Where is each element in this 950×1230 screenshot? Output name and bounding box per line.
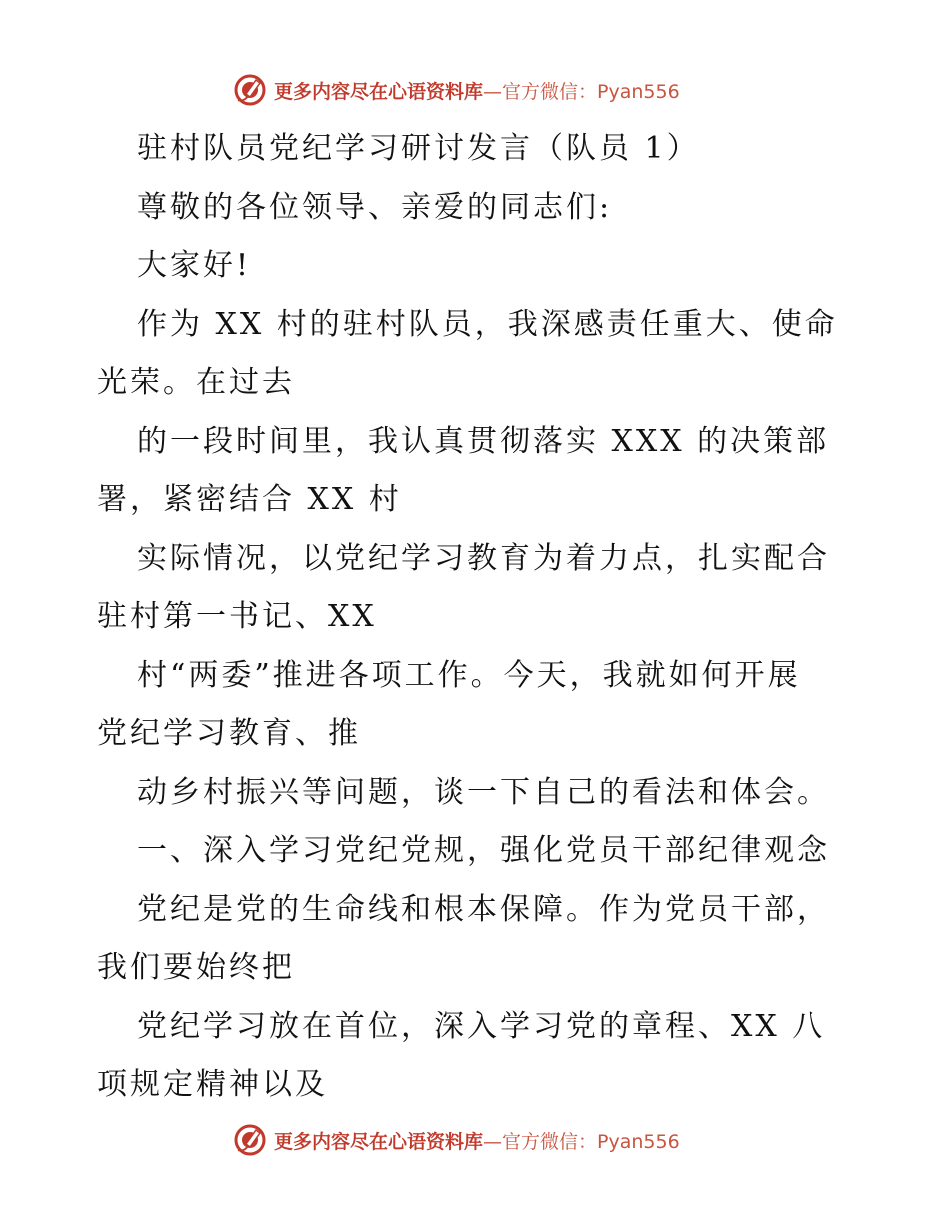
watermark-text xyxy=(274,1127,680,1154)
pen-nib-circle-icon xyxy=(232,72,268,108)
paragraph-line: 光荣。在过去 xyxy=(97,365,295,400)
watermark-contact: 官方微信：Pyan556 xyxy=(502,80,680,103)
pen-nib-circle-icon xyxy=(232,1122,268,1158)
paragraph-line: 驻村第一书记、XX xyxy=(97,599,377,634)
paragraph-line: 党纪学习教育、推 xyxy=(97,716,361,751)
paragraph-line: 作为 XX 村的驻村队员，我深感责任重大、使命 xyxy=(137,306,838,342)
watermark-text xyxy=(274,77,680,104)
footer-watermark xyxy=(232,1120,680,1160)
document-body xyxy=(97,120,857,1115)
header-watermark xyxy=(232,70,680,110)
paragraph-line: 我们要始终把 xyxy=(97,950,295,985)
watermark-separator: — xyxy=(483,80,503,103)
paragraph-line: 的一段时间里，我认真贯彻落实 XXX 的决策部 xyxy=(137,423,830,459)
salutation: 尊敬的各位领导、亲爱的同志们: xyxy=(137,189,613,225)
watermark-brand: 更多内容尽在心语资料库 xyxy=(274,1130,484,1153)
section-heading: 一、深入学习党纪党规，强化党员干部纪律观念 xyxy=(137,833,830,868)
paragraph-line: 动乡村振兴等问题，谈一下自己的看法和体会。 xyxy=(137,774,830,810)
greeting: 大家好! xyxy=(137,248,252,283)
paragraph-line: 党纪是党的生命线和根本保障。作为党员干部， xyxy=(137,891,830,927)
watermark-separator: — xyxy=(483,1130,503,1153)
paragraph-line: 党纪学习放在首位，深入学习党的章程、XX 八 xyxy=(137,1008,826,1044)
paragraph-line: 村“两委”推进各项工作。今天，我就如何开展 xyxy=(137,657,801,693)
paragraph-line: 项规定精神以及 xyxy=(97,1067,328,1102)
paragraph-line: 署，紧密结合 XX 村 xyxy=(97,482,402,517)
watermark-brand: 更多内容尽在心语资料库 xyxy=(274,80,484,103)
document-title: 驻村队员党纪学习研讨发言（队员 1） xyxy=(137,131,700,166)
watermark-contact: 官方微信：Pyan556 xyxy=(502,1130,680,1153)
paragraph-line: 实际情况，以党纪学习教育为着力点，扎实配合 xyxy=(137,540,830,576)
